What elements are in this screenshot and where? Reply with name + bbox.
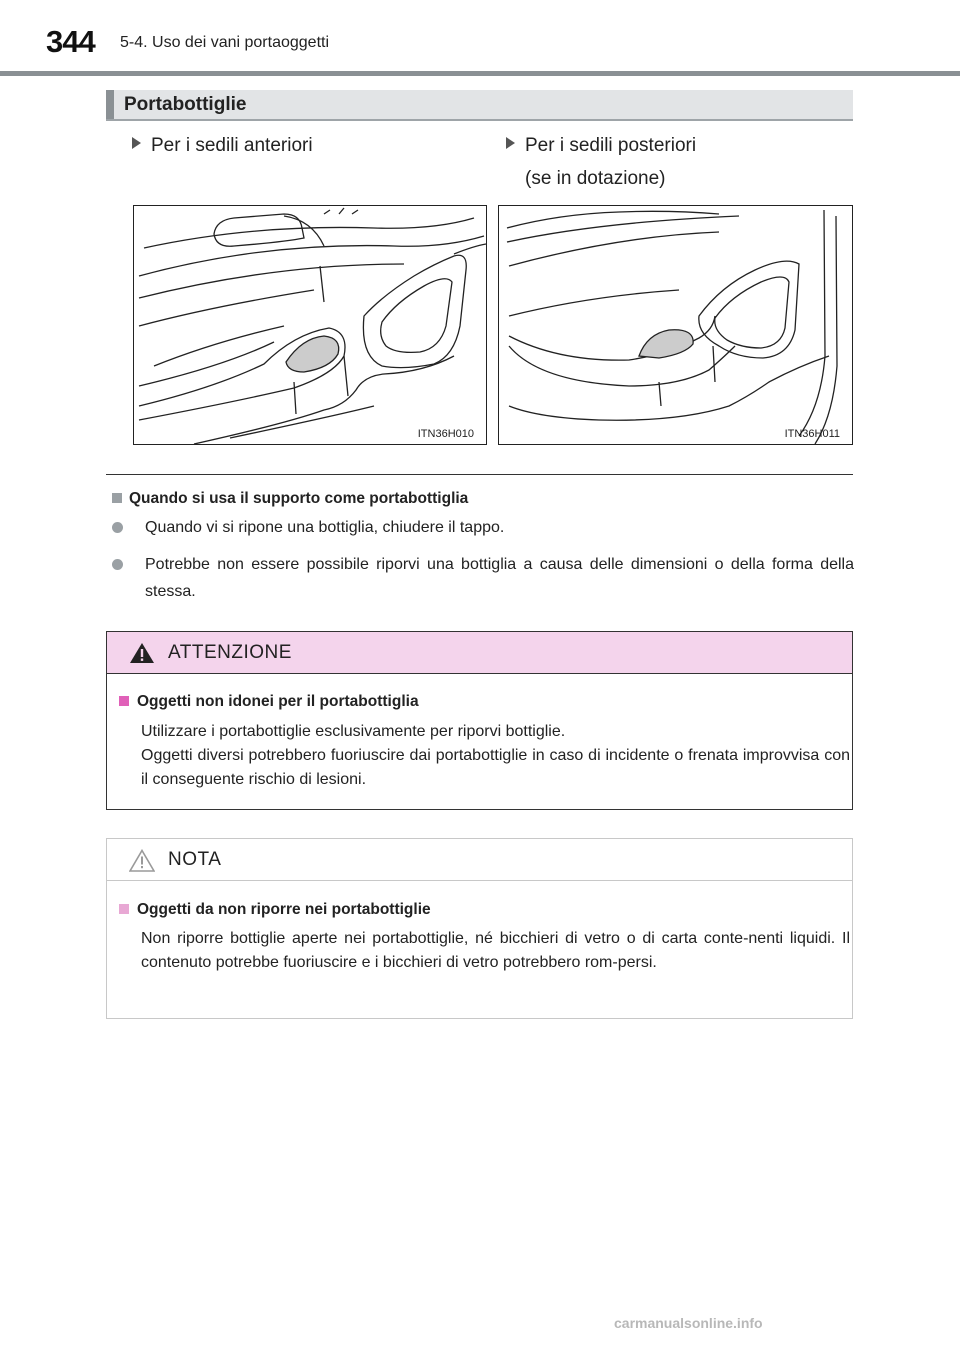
round-bullet-icon: [112, 522, 123, 533]
square-bullet-icon: [119, 904, 129, 914]
usage-bullet: Quando vi si ripone una bottiglia, chiudere il tappo.: [112, 514, 854, 541]
warning-triangle-icon: [129, 642, 155, 664]
warning-subheading: Oggetti non idonei per il portabottiglia: [119, 693, 419, 711]
section-title: 5-4. Uso dei vani portaoggetti: [120, 34, 330, 51]
round-bullet-icon: [112, 559, 123, 570]
title-accent: [106, 90, 114, 119]
watermark: carmanualsonline.info: [614, 1315, 763, 1331]
triangle-bullet-icon: [132, 137, 141, 149]
square-bullet-icon: [119, 696, 129, 706]
nota-title: NOTA: [168, 849, 222, 870]
caution-triangle-outline-icon: [129, 849, 155, 873]
rear-door-bottle-holder-illustration: [498, 205, 853, 445]
nota-subheading: Oggetti da non riporre nei portabottiglie: [119, 901, 431, 919]
nota-body: Non riporre bottiglie aperte nei portabottiglie, né bicchieri di vetro o di carta conte-nenti liquidi. Il contenuto potrebbe fuoriuscire e i bicchieri di vetro potrebbero rom-persi.: [141, 930, 850, 971]
usage-bullet: Potrebbe non essere possibile riporvi una bottiglia a causa delle dimensioni o della forma della stessa.: [112, 551, 854, 605]
usage-note-heading: Quando si usa il supporto come portabottiglia: [112, 490, 468, 508]
square-bullet-icon: [112, 493, 122, 503]
figure-code: ITN36H011: [784, 428, 840, 440]
triangle-bullet-icon: [506, 137, 515, 149]
rear-seats-heading: Per i sedili posteriori (se in dotazione): [506, 129, 696, 195]
nota-box: [106, 838, 853, 1019]
front-door-bottle-holder-illustration: [133, 205, 487, 445]
warning-body: Utilizzare i portabottiglie esclusivamente per riporvi bottiglie. Oggetti diversi potrebbero fuoriuscire dai portabottiglie in caso di incidente o frenata improvvisa con il conseguente rischio di lesioni.: [141, 723, 850, 788]
header-divider: [0, 71, 960, 76]
nota-header: [107, 839, 852, 881]
figure-code: ITN36H010: [417, 428, 474, 440]
warning-box: [106, 631, 853, 810]
front-seats-heading: Per i sedili anteriori: [132, 129, 313, 162]
section-divider: [106, 474, 853, 475]
page-number: 344: [46, 24, 95, 59]
topic-title-bar: [106, 90, 853, 121]
topic-title: Portabottiglie: [124, 94, 247, 115]
warning-header: [107, 632, 852, 674]
warning-title: ATTENZIONE: [168, 642, 292, 663]
